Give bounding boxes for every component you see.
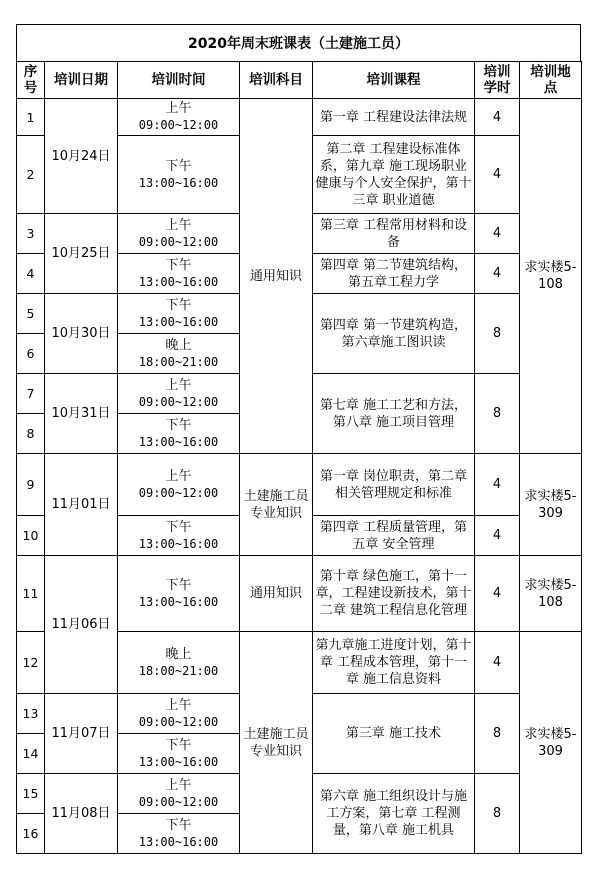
hours-cell: 4 [475,136,520,214]
table-row [17,454,582,516]
place-cell: 求实楼5-309 [520,454,582,556]
time-period: 下午 [165,817,192,833]
place-cell: 求实楼5-108 [520,99,582,454]
course-cell: 第六章 施工组织设计与施工方案，第七章 工程测量，第八章 施工机具 [313,774,475,854]
time-cell [118,414,240,454]
time-period: 上午 [165,777,192,793]
row-index: 13 [17,694,45,734]
hours-cell: 4 [475,454,520,516]
time-period: 上午 [165,217,192,233]
course-cell: 第一章 工程建设法律法规 [313,99,475,136]
time-range: 09:00~12:00 [138,485,219,500]
time-cell [118,734,240,774]
time-period: 下午 [165,257,192,273]
time-range: 13:00~16:00 [138,434,219,449]
row-index: 6 [17,334,45,374]
time-period: 上午 [165,377,192,393]
row-index: 10 [17,516,45,556]
time-cell [118,774,240,814]
row-index: 16 [17,814,45,854]
course-cell: 第三章 工程常用材料和设备 [313,214,475,254]
course-cell: 第二章 工程建设标准体系，第九章 施工现场职业健康与个人安全保护，第十三章 职业道德 [313,136,475,214]
time-period: 上午 [165,101,192,116]
hours-cell: 8 [475,374,520,454]
hours-cell: 4 [475,99,520,136]
date-cell: 10月24日 [45,99,118,214]
course-cell: 第九章施工进度计划，第十章 工程成本管理，第十一章 施工信息资料 [313,632,475,694]
time-cell [118,814,240,854]
header-course: 培训课程 [313,62,475,99]
time-period: 下午 [165,158,192,174]
hours-cell: 8 [475,294,520,374]
hours-cell: 4 [475,254,520,294]
time-period: 上午 [165,468,192,484]
table-row [17,556,582,632]
time-cell [118,694,240,734]
course-cell: 第十章 绿色施工，第十一章，工程建设新技术，第十二章 建筑工程信息化管理 [313,556,475,632]
time-period: 晚上 [165,646,192,662]
course-cell: 第四章 第一节建筑构造，第六章施工图识读 [313,294,475,374]
date-cell: 10月25日 [45,214,118,294]
time-cell [118,214,240,254]
place-cell: 求实楼5-108 [520,556,582,632]
table-row [17,99,582,136]
time-cell [118,294,240,334]
place-cell: 求实楼5-309 [520,632,582,854]
row-index: 5 [17,294,45,334]
time-period: 下午 [165,297,192,313]
hours-cell: 8 [475,694,520,774]
subject-cell: 土建施工员专业知识 [240,632,313,854]
row-index: 9 [17,454,45,516]
time-cell [118,632,240,694]
header-row [17,62,582,99]
time-period: 下午 [165,519,192,535]
time-cell [118,556,240,632]
row-index: 12 [17,632,45,694]
time-range: 09:00~12:00 [138,394,219,409]
time-cell [118,254,240,294]
row-index: 11 [17,556,45,632]
header-idx: 序号 [17,62,45,99]
date-cell: 10月30日 [45,294,118,374]
time-range: 09:00~12:00 [138,118,219,132]
schedule-sheet [16,24,581,856]
time-period: 下午 [165,417,192,433]
time-cell [118,136,240,214]
course-cell: 第一章 岗位职责，第二章 相关管理规定和标准 [313,454,475,516]
row-index: 4 [17,254,45,294]
subject-cell: 通用知识 [240,99,313,454]
date-cell: 10月31日 [45,374,118,454]
row-index: 1 [17,99,45,136]
page-title: 2020年周末班课表（土建施工员） [16,24,581,62]
date-cell: 11月01日 [45,454,118,556]
row-index: 2 [17,136,45,214]
row-index: 14 [17,734,45,774]
time-range: 13:00~16:00 [138,834,219,849]
time-range: 13:00~16:00 [138,274,219,289]
time-period: 下午 [165,577,192,593]
header-time: 培训时间 [118,62,240,99]
row-index: 7 [17,374,45,414]
time-range: 09:00~12:00 [138,714,219,729]
hours-cell: 4 [475,632,520,694]
hours-cell: 4 [475,516,520,556]
time-range: 18:00~21:00 [138,663,219,678]
row-index: 15 [17,774,45,814]
time-period: 下午 [165,737,192,753]
time-range: 13:00~16:00 [138,175,219,190]
row-index: 3 [17,214,45,254]
hours-cell: 4 [475,556,520,632]
course-cell: 第三章 施工技术 [313,694,475,774]
header-place: 培训地点 [520,62,582,99]
header-subject: 培训科目 [240,62,313,99]
date-cell: 11月07日 [45,694,118,774]
course-cell: 第四章 第二节建筑结构，第五章工程力学 [313,254,475,294]
time-range: 09:00~12:00 [138,794,219,809]
time-cell [118,334,240,374]
row-index: 8 [17,414,45,454]
subject-cell: 土建施工员专业知识 [240,454,313,556]
time-range: 18:00~21:00 [138,354,219,369]
date-cell: 11月08日 [45,774,118,854]
schedule-table [16,61,582,854]
time-cell [118,374,240,414]
header-date: 培训日期 [45,62,118,99]
time-period: 晚上 [165,337,192,353]
time-period: 上午 [165,697,192,713]
course-cell: 第七章 施工工艺和方法，第八章 施工项目管理 [313,374,475,454]
time-cell [118,516,240,556]
time-range: 13:00~16:00 [138,314,219,329]
hours-cell: 4 [475,214,520,254]
course-cell: 第四章 工程质量管理，第五章 安全管理 [313,516,475,556]
time-range: 13:00~16:00 [138,594,219,609]
time-range: 09:00~12:00 [138,234,219,249]
time-cell [118,99,240,136]
header-hours: 培训学时 [475,62,520,99]
hours-cell: 8 [475,774,520,854]
date-cell: 11月06日 [45,556,118,694]
time-range: 13:00~16:00 [138,536,219,551]
subject-cell: 通用知识 [240,556,313,632]
time-range: 13:00~16:00 [138,754,219,769]
time-cell [118,454,240,516]
